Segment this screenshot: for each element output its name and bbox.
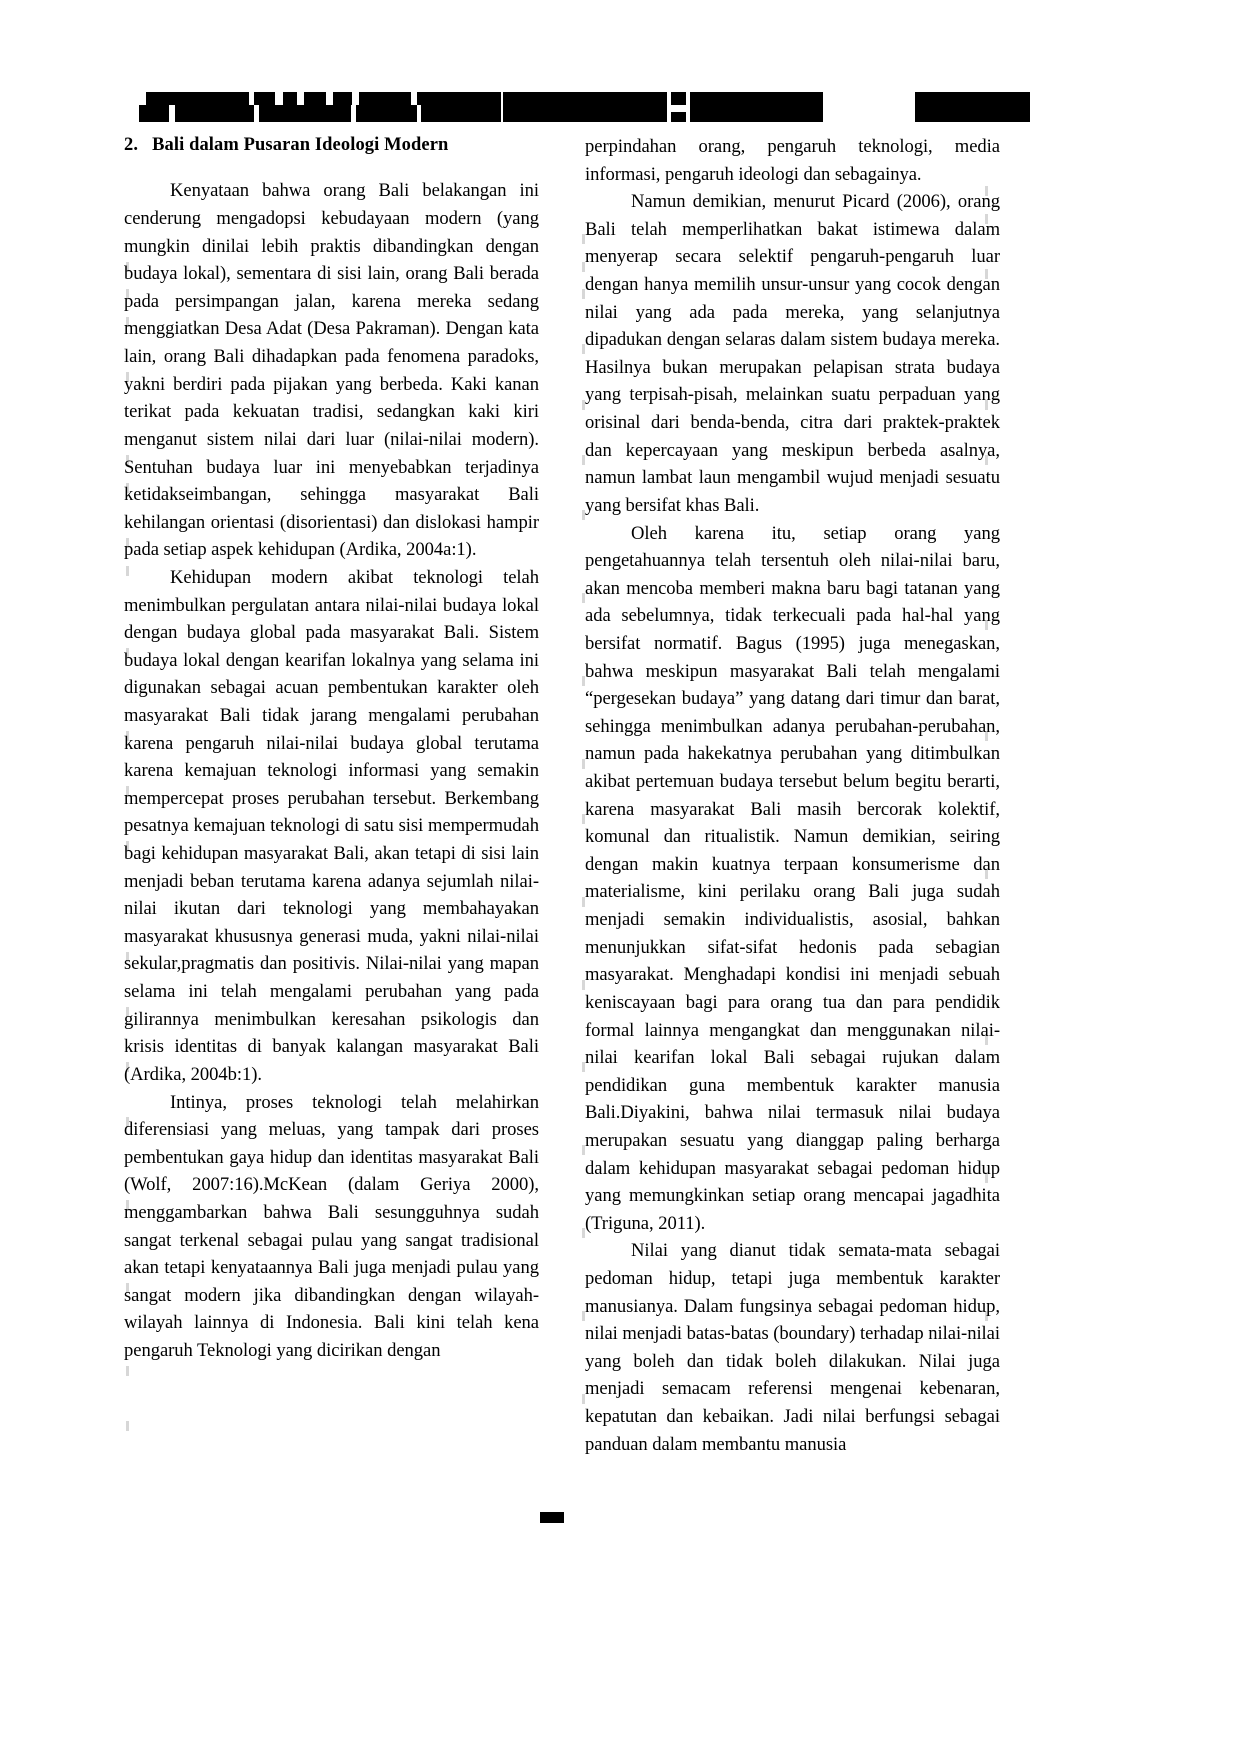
section-heading	[124, 133, 539, 157]
right-column	[585, 133, 1000, 1458]
paragraph: Nilai yang dianut tidak semata-mata sebagai pedoman hidup, tetapi juga membentuk karakter manusianya. Dalam fungsinya sebagai pedoman hidup, nilai menjadi batas-batas (boundary) terhadap nilai-nilai yang boleh dan tidak boleh dilakukan. Nilai juga menjadi semacam referensi mengenai kebenaran, kepatutan dan kebaikan. Jadi nilai berfungsi sebagai panduan dalam membantu manusia	[585, 1240, 1000, 1455]
article-body	[124, 133, 1000, 1458]
redaction-segment	[359, 92, 411, 105]
paragraph: Oleh karena itu, setiap orang yang pengetahuannya telah tersentuh oleh nilai-nilai baru, akan mencoba memberi makna baru bagi tatanan yang ada sebelumnya, tidak terkecuali pada hal-hal yang bersifat normatif. Bagus (1995) juga menegaskan, bahwa meskipun masyarakat Bali telah mengalami “pergesekan budaya” yang datang dari timur dan barat, sehingga menimbulkan adanya perubahan-perubahan, namun pada hakekatnya perubahan yang ditimbulkan akibat pertemuan budaya tersebut belum begitu berarti, karena masyarakat Bali masih bercorak kolektif, komunal dan ritualistik. Namun demikian, seiring dengan makin kuatnya terpaan konsumerisme dan materialisme, kini perilaku orang Bali juga sudah menjadi semakin individualistis, asosial, bahkan menunjukkan sifat-sifat hedonis pada sebagian masyarakat. Menghadapi kondisi ini menjadi sebuah keniscayaan bagi para orang tua dan para pendidik formal lainnya mengangkat dan menggunakan nilai-nilai kearifan lokal Bali sebagai rujukan dalam pendidikan guna membentuk karakter manusia Bali.Diyakini, bahwa nilai termasuk nilai budaya merupakan sesuatu yang dianggap paling berharga dalam kehidupan masyarakat sebagai pedoman hidup yang memungkinkan setiap orang mencapai jagadhita (Triguna, 2011).	[585, 522, 1000, 1234]
redaction-segment	[503, 92, 667, 122]
redaction-segment	[671, 92, 686, 105]
redaction-segment	[671, 112, 686, 122]
redaction-segment	[333, 92, 352, 105]
left-column	[124, 133, 539, 1458]
redaction-segment	[304, 92, 326, 105]
redaction-segment	[259, 105, 351, 122]
redaction-segment	[421, 105, 501, 122]
paragraph: Kehidupan modern akibat teknologi telah menimbulkan pergulatan antara nilai-nilai budaya lokal dengan budaya global pada masyarakat Bali. Sistem budaya lokal dengan kearifan lokalnya yang selama ini digunakan sebagai acuan pembentukan karakter oleh masyarakat Bali tidak jarang mengalami perubahan karena pengaruh nilai-nilai budaya global terutama karena kemajuan teknologi informasi yang semakin mempercepat proses perubahan tersebut. Berkembang pesatnya kemajuan teknologi di satu sisi mempermudah bagi kehidupan masyarakat Bali, akan tetapi di sisi lain menjadi beban terutama karena adanya sejumlah nilai-nilai ikutan dari teknologi yang membahayakan masyarakat khususnya generasi muda, yakni nilai-nilai sekular,pragmatis dan positivis. Nilai-nilai yang mapan selama ini telah mengalami perubahan yang pada gilirannya menimbulkan keresahan psikologis dan krisis identitas di banyak kalangan masyarakat Bali (Ardika, 2004b:1).	[124, 566, 539, 1085]
redaction-segment	[139, 105, 169, 122]
redaction-segment	[175, 105, 254, 122]
page-footer-mark	[540, 1512, 564, 1523]
paragraph-continued: perpindahan orang, pengaruh teknologi, media informasi, pengaruh ideologi dan sebagainya.	[585, 136, 1000, 185]
redaction-segment	[254, 92, 275, 105]
redaction-segment	[283, 92, 297, 105]
redacted-header-bar	[120, 92, 1000, 122]
section-number: 2.	[124, 135, 139, 155]
paragraph: Namun demikian, menurut Picard (2006), orang Bali telah memperlihatkan bakat istimewa dalam menyerap secara selektif pengaruh-pengaruh luar dengan hanya memilih unsur-unsur yang cocok dengan nilai yang ada pada mereka, yang selanjutnya dipadukan dengan selaras dalam sistem budaya mereka. Hasilnya bukan merupakan pelapisan strata budaya yang terpisah-pisah, melainkan suatu perpaduan yang orisinal dari benda-benda, citra dari praktek-praktek dan kepercayaan yang meskipun berbeda asalnya, namun lambat laun mengambil wujud menjadi sesuatu yang bersifat khas Bali.	[585, 191, 1000, 516]
redaction-segment	[146, 92, 249, 105]
paragraph: Intinya, proses teknologi telah melahirkan diferensiasi yang meluas, yang tampak dari proses pembentukan gaya hidup dan identitas masyarakat Bali (Wolf, 2007:16).McKean (dalam Geriya 2000), menggambarkan bahwa Bali sesungguhnya sudah sangat terkenal sebagai pulau yang sangat tradisional akan tetapi kenyataannya Bali juga menjadi pulau yang sangat modern jika dibandingkan dengan wilayah-wilayah lainnya di Indonesia. Bali kini telah kena pengaruh Teknologi yang dicirikan dengan	[124, 1091, 539, 1361]
redaction-segment	[417, 92, 501, 105]
page-title: Bali dalam Pusaran Ideologi Modern	[152, 135, 449, 155]
redaction-segment	[690, 92, 823, 122]
redaction-segment	[356, 105, 417, 122]
redaction-segment	[915, 92, 1030, 122]
paragraph: Kenyataan bahwa orang Bali belakangan ini cenderung mengadopsi kebudayaan modern (yang mungkin dinilai lebih praktis dibandingkan dengan budaya lokal), sementara di sisi lain, orang Bali berada pada persimpangan jalan, karena mereka sedang menggiatkan Desa Adat (Desa Pakraman). Dengan kata lain, orang Bali dihadapkan pada fenomena paradoks, yakni berdiri pada pijakan yang berbeda. Kaki kanan terikat pada kekuatan tradisi, sedangkan kaki kiri menganut sistem nilai dari luar (nilai-nilai modern). Sentuhan budaya luar ini menyebabkan terjadinya ketidakseimbangan, sehingga masyarakat Bali kehilangan orientasi (disorientasi) dan dislokasi hampir pada setiap aspek kehidupan (Ardika, 2004a:1).	[124, 180, 539, 561]
